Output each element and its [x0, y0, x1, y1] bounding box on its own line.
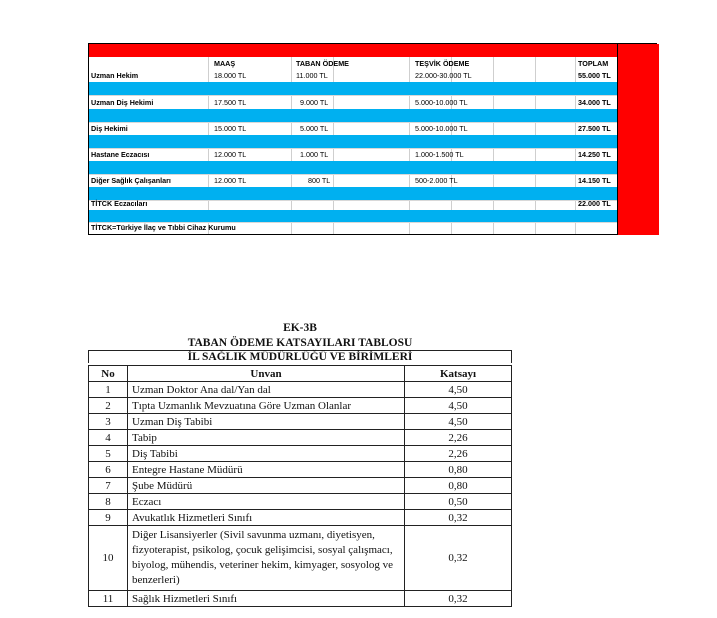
table-row: [89, 430, 512, 446]
row-name: Hastane Eczacısı: [91, 150, 150, 159]
row-taban: 11.000 TL: [296, 71, 328, 80]
cell-no: 7: [89, 478, 128, 494]
cell-katsayi: 4,50: [405, 414, 512, 430]
coefficient-table: [88, 365, 512, 607]
col-katsayi: Katsayı: [405, 366, 512, 382]
col-no: No: [89, 366, 128, 382]
row-tesvik: 1.000-1.500 TL: [415, 150, 464, 159]
cell-unvan: Avukatlık Hizmetleri Sınıfı: [128, 510, 405, 526]
table-header-row: [89, 366, 512, 382]
cell-unvan: Entegre Hastane Müdürü: [128, 462, 405, 478]
row-taban: 5.000 TL: [300, 124, 329, 133]
row-maas: 17.500 TL: [214, 98, 247, 107]
row-toplam: 22.000 TL: [578, 199, 611, 208]
table-row: [89, 414, 512, 430]
cell-no: 5: [89, 446, 128, 462]
row-toplam: 14.250 TL: [578, 150, 611, 159]
table-row: [89, 446, 512, 462]
table-row: [89, 96, 617, 109]
row-tesvik: 22.000-30.000 TL: [415, 71, 472, 80]
col-unvan: Unvan: [128, 366, 405, 382]
red-header-band: [89, 44, 617, 57]
cell-katsayi: 0,32: [405, 591, 512, 607]
cell-unvan: Tabip: [128, 430, 405, 446]
salary-spreadsheet: [88, 43, 657, 235]
cell-unvan: Uzman Diş Tabibi: [128, 414, 405, 430]
table-row: [89, 382, 512, 398]
row-name: Diğer Sağlık Çalışanları: [91, 176, 171, 185]
row-tesvik: 500-2.000 TL: [415, 176, 458, 185]
header-maas: MAAŞ: [214, 59, 236, 68]
blue-separator: [89, 161, 617, 174]
cell-unvan: Diş Tabibi: [128, 446, 405, 462]
blue-separator: [89, 82, 617, 95]
row-toplam: 14.150 TL: [578, 176, 611, 185]
blue-separator: [89, 135, 617, 148]
red-side-band: [617, 44, 659, 235]
cell-unvan: Diğer Lisansiyerler (Sivil savunma uzmanı, diyetisyen, fizyoterapist, psikolog, çocuk gelişimcisi, sosyal çalışmacı, biyolog, mühendis, veteriner hekim, kimyager, sosyolog ve benzerleri): [128, 526, 405, 591]
cell-no: 6: [89, 462, 128, 478]
cell-no: 8: [89, 494, 128, 510]
row-toplam: 27.500 TL: [578, 124, 611, 133]
row-name: Uzman Hekim: [91, 71, 139, 80]
cell-katsayi: 0,32: [405, 526, 512, 591]
row-maas: 12.000 TL: [214, 150, 247, 159]
footnote-row: [89, 221, 617, 234]
cell-katsayi: 2,26: [405, 430, 512, 446]
blue-separator: [89, 109, 617, 122]
table-row: [89, 526, 512, 591]
cell-no: 11: [89, 591, 128, 607]
doc-subtitle: İL SAĞLIK MÜDÜRLÜĞÜ VE BİRİMLERİ: [88, 350, 512, 363]
table-row: [89, 398, 512, 414]
row-maas: 12.000 TL: [214, 176, 247, 185]
cell-katsayi: 0,80: [405, 478, 512, 494]
cell-unvan: Tıpta Uzmanlık Mevzuatına Göre Uzman Olanlar: [128, 398, 405, 414]
row-maas: 15.000 TL: [214, 124, 247, 133]
table-row: [89, 478, 512, 494]
row-taban: 800 TL: [308, 176, 331, 185]
doc-title-ek: EK-3B: [283, 322, 317, 334]
table-row: [89, 148, 617, 161]
table-row: [89, 591, 512, 607]
cell-katsayi: 4,50: [405, 398, 512, 414]
row-toplam: 34.000 TL: [578, 98, 611, 107]
row-name: Diş Hekimi: [91, 124, 128, 133]
row-name: TİTCK Eczacıları: [91, 199, 148, 208]
table-row: [89, 69, 617, 82]
header-toplam: TOPLAM: [578, 59, 609, 68]
table-row: [89, 174, 617, 187]
header-taban: TABAN ÖDEME: [296, 59, 349, 68]
cell-katsayi: 4,50: [405, 382, 512, 398]
cell-no: 2: [89, 398, 128, 414]
row-toplam: 55.000 TL: [578, 71, 611, 80]
cell-katsayi: 0,50: [405, 494, 512, 510]
row-name: Uzman Diş Hekimi: [91, 98, 154, 107]
cell-no: 3: [89, 414, 128, 430]
table-row: [89, 494, 512, 510]
cell-katsayi: 0,80: [405, 462, 512, 478]
table-row: [89, 122, 617, 135]
cell-katsayi: 0,32: [405, 510, 512, 526]
row-taban: 1.000 TL: [300, 150, 329, 159]
header-tesvik: TEŞVİK ÖDEME: [415, 59, 470, 68]
cell-no: 9: [89, 510, 128, 526]
table-row: [89, 462, 512, 478]
footnote: TİTCK=Türkiye İlaç ve Tıbbi Cihaz Kurumu: [91, 223, 236, 232]
doc-title-main: TABAN ÖDEME KATSAYILARI TABLOSU: [187, 337, 413, 349]
table-row: [89, 197, 617, 210]
cell-no: 1: [89, 382, 128, 398]
row-tesvik: 5.000-10.000 TL: [415, 98, 468, 107]
cell-katsayi: 2,26: [405, 446, 512, 462]
cell-unvan: Eczacı: [128, 494, 405, 510]
row-maas: 18.000 TL: [214, 71, 247, 80]
row-tesvik: 5.000-10.000 TL: [415, 124, 468, 133]
cell-no: 10: [89, 526, 128, 591]
cell-no: 4: [89, 430, 128, 446]
table-row: [89, 510, 512, 526]
cell-unvan: Sağlık Hizmetleri Sınıfı: [128, 591, 405, 607]
row-taban: 9.000 TL: [300, 98, 329, 107]
cell-unvan: Şube Müdürü: [128, 478, 405, 494]
cell-unvan: Uzman Doktor Ana dal/Yan dal: [128, 382, 405, 398]
